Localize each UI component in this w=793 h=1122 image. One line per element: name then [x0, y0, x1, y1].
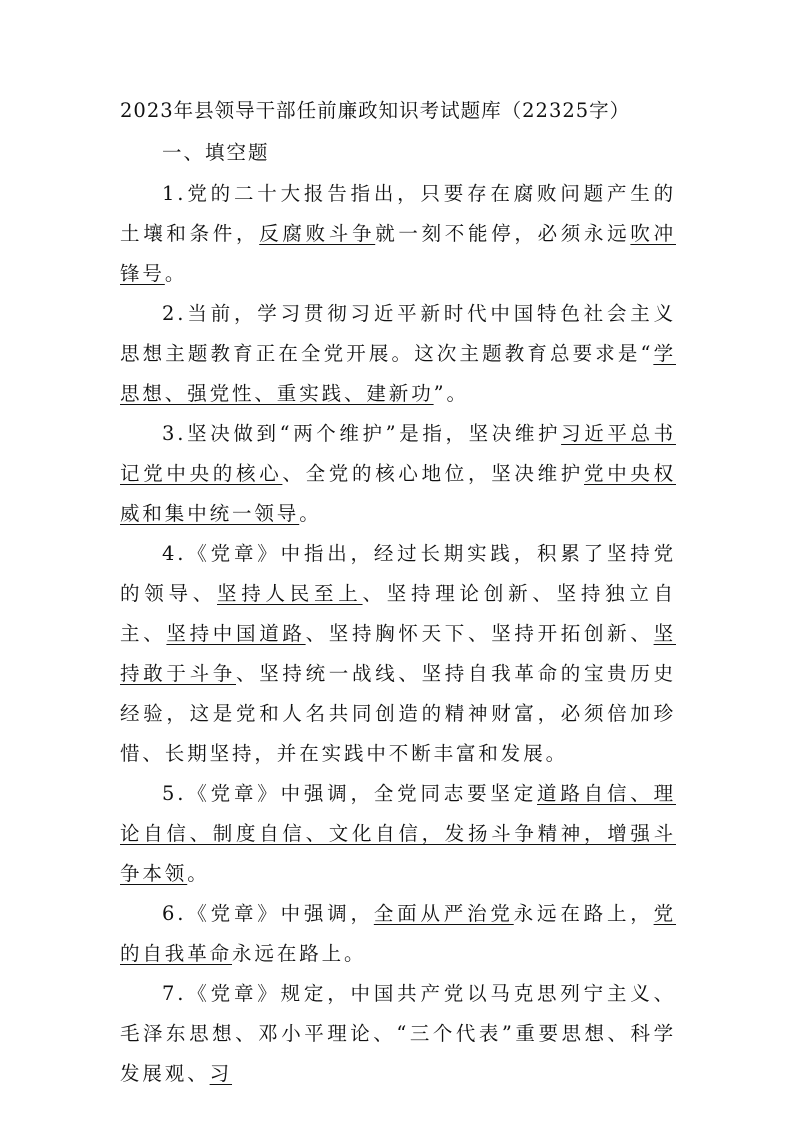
answer-blank: 学思想、强党性、重实践、建新功 — [120, 342, 676, 405]
question-text: 5.《党章》中强调，全党同志要坚定 — [162, 782, 538, 805]
question-text: 。 — [187, 862, 210, 885]
question-text: 、坚持统一战线、坚持自我革命的宝贵历史经验，这是党和人名共同创造的精神财富，必须倍加珍惜、长期坚持，并在实践中不断丰富和发展。 — [120, 662, 676, 765]
answer-blank: 党的自我革命 — [120, 902, 677, 965]
question-text: 1.党的二十大报告指出，只要存在腐败问题产生的土壤和条件， — [120, 182, 676, 245]
answer-blank: 坚持人民至上 — [217, 582, 363, 605]
question-paragraph-2 — [120, 294, 676, 414]
answer-blank: 道路自信、理论自信、制度自信、文化自信，发扬斗争精神，增强斗争本领 — [120, 782, 676, 885]
question-text: 7.《党章》规定，中国共产党以马克思列宁主义、毛泽东思想、邓小平理论、“三个代表”重要思想、科学发展观、 — [120, 982, 676, 1085]
answer-blank: 习 — [209, 1062, 233, 1085]
answer-blank: 反腐败斗争 — [259, 222, 376, 245]
question-paragraph-4 — [120, 534, 676, 774]
question-text: 永远在路上， — [513, 902, 654, 925]
question-paragraph-6 — [120, 894, 676, 974]
answer-blank: 习近平总书记党中央的核心 — [120, 422, 676, 485]
question-text: 、全党的核心地位，坚决维护 — [282, 462, 584, 485]
question-paragraph-3 — [120, 414, 676, 534]
question-text: 4.《党章》中指出，经过长期实践，积累了坚持党的领导、 — [120, 542, 676, 605]
answer-blank: 吹冲锋号 — [120, 222, 676, 285]
question-text: 3.坚决做到“两个维护”是指，坚决维护 — [162, 422, 562, 445]
answer-blank: 坚持敢于斗争 — [120, 622, 676, 685]
question-text: 就一刻不能停，必须永远 — [375, 222, 631, 245]
answer-blank: 党中央权威和集中统一领导 — [120, 462, 676, 525]
question-text: 。 — [164, 262, 188, 285]
question-text: ”。 — [433, 382, 469, 405]
section-heading: 一、填空题 — [162, 141, 270, 164]
document-title: 2023年县领导干部任前廉政知识考试题库（22325字） — [120, 99, 631, 122]
question-paragraph-1 — [120, 174, 676, 294]
question-list — [120, 174, 676, 1094]
question-text: 、坚持理论创新、坚持独立自主、 — [120, 582, 676, 645]
question-paragraph-5 — [120, 774, 676, 894]
answer-blank: 全面从严治党 — [373, 902, 514, 925]
question-text: 永远在路上。 — [232, 942, 367, 965]
question-text: 。 — [299, 502, 322, 525]
answer-blank: 坚持中国道路 — [166, 622, 306, 645]
question-text: 、坚持胸怀天下、坚持开拓创新、 — [305, 622, 654, 645]
question-text: 2.当前，学习贯彻习近平新时代中国特色社会主义思想主题教育正在全党开展。这次主题教育总要求是“ — [120, 302, 676, 365]
question-text: 6.《党章》中强调， — [162, 902, 374, 925]
question-paragraph-7 — [120, 974, 676, 1094]
